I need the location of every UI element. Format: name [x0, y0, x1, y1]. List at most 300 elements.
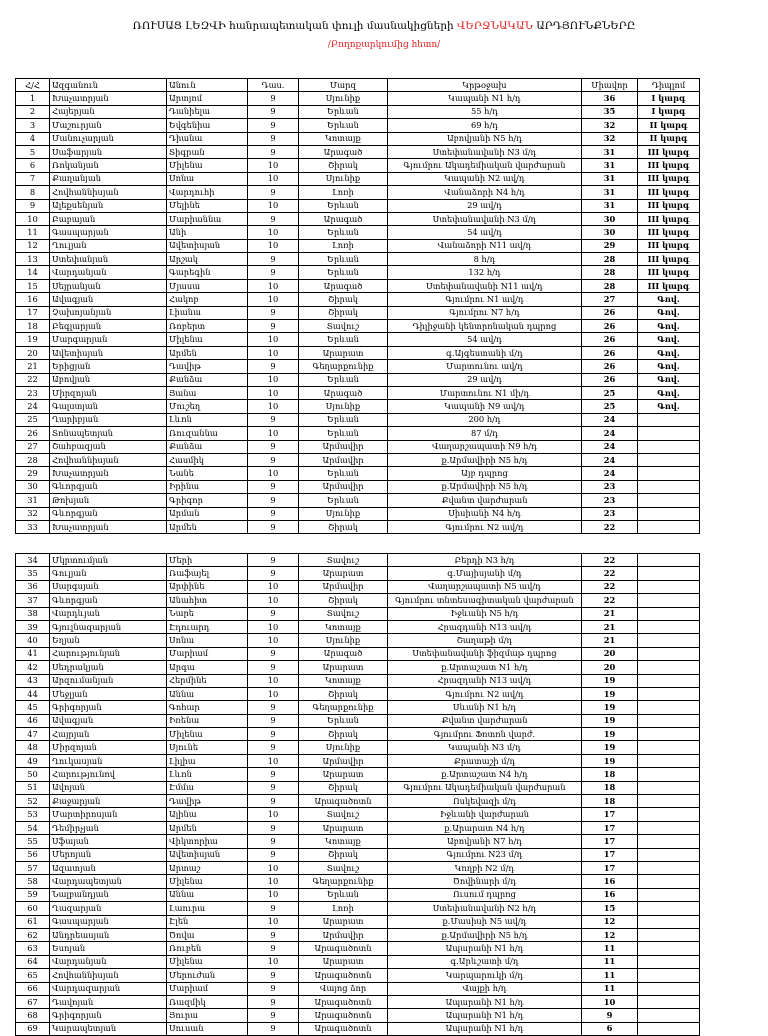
cell-name: Անահիտ [167, 594, 248, 607]
cell-number: 36 [16, 580, 50, 593]
table-row [16, 714, 700, 727]
table-row [16, 226, 700, 239]
cell-number: 58 [16, 875, 50, 888]
cell-name: Նարե [167, 607, 248, 620]
cell-name: Վիկտորիա [167, 835, 248, 848]
cell-region: Արմավիր [299, 754, 388, 767]
cell-name: Արմեն [167, 346, 248, 359]
cell-grade: 10 [248, 955, 299, 968]
cell-score: 36 [582, 92, 638, 105]
cell-surname: Գևորգյան [50, 594, 167, 607]
cell-school: Կապանի N3 մ/դ [388, 741, 582, 754]
cell-grade: 9 [248, 119, 299, 132]
cell-name: Գարեգին [167, 266, 248, 279]
cell-score: 22 [582, 567, 638, 580]
cell-diploma: Գով. [638, 293, 700, 306]
cell-name: Լևոն [167, 413, 248, 426]
cell-name: Դիանա [167, 132, 248, 145]
cell-surname: Մկրտումյան [50, 554, 167, 567]
cell-score: 19 [582, 728, 638, 741]
cell-diploma: Գով. [638, 306, 700, 319]
cell-grade: 9 [248, 942, 299, 955]
table-row [16, 253, 700, 266]
cell-region: Արագածոտն [299, 1022, 388, 1035]
cell-number: 30 [16, 480, 50, 493]
table-row [16, 467, 700, 480]
cell-surname: Հովհաննիսյան [50, 969, 167, 982]
cell-diploma [638, 567, 700, 580]
cell-grade: 9 [248, 821, 299, 834]
cell-number: 64 [16, 955, 50, 968]
cell-number: 43 [16, 674, 50, 687]
cell-grade: 9 [248, 607, 299, 620]
cell-score: 24 [582, 453, 638, 466]
cell-school: Ստեփանավանի ֆիզմաթ դպրոց [388, 647, 582, 660]
cell-grade: 10 [248, 333, 299, 346]
cell-number: 21 [16, 360, 50, 373]
cell-number: 41 [16, 647, 50, 660]
cell-region: Սյունիք [299, 172, 388, 185]
cell-school: Գյումրու տնտեսագիտական վարժարան [388, 594, 582, 607]
cell-name: Դանիելա [167, 105, 248, 118]
cell-surname: Գալստյան [50, 400, 167, 413]
cell-surname: Բաբայան [50, 212, 167, 225]
cell-number: 57 [16, 861, 50, 874]
cell-name: Իրինա [167, 480, 248, 493]
cell-diploma [638, 674, 700, 687]
cell-grade: 9 [248, 661, 299, 674]
cell-number: 50 [16, 768, 50, 781]
table-row [16, 413, 700, 426]
cell-region: Արարատ [299, 661, 388, 674]
cell-score: 17 [582, 861, 638, 874]
table-row [16, 875, 700, 888]
cell-diploma [638, 480, 700, 493]
cell-surname: Վարդապետյան [50, 875, 167, 888]
cell-name: Ավետիսյան [167, 848, 248, 861]
cell-grade: 9 [248, 741, 299, 754]
cell-diploma: Գով. [638, 360, 700, 373]
cell-region: Վայոց ձոր [299, 982, 388, 995]
cell-name: Արտաշ [167, 861, 248, 874]
cell-diploma [638, 701, 700, 714]
cell-school: 69 հ/դ [388, 119, 582, 132]
cell-region: Երևան [299, 373, 388, 386]
cell-surname: Սաֆարյան [50, 145, 167, 158]
cell-school: գ.Այգեստանի մ/դ [388, 346, 582, 359]
table-row [16, 661, 700, 674]
cell-number: 48 [16, 741, 50, 754]
cell-surname: Եղյան [50, 634, 167, 647]
cell-diploma [638, 995, 700, 1008]
cell-school: Բերդի N3 հ/դ [388, 554, 582, 567]
cell-name: Միլենա [167, 955, 248, 968]
cell-grade: 9 [248, 253, 299, 266]
cell-school: Աբովյանի N5 հ/դ [388, 132, 582, 145]
cell-region: Սյունիք [299, 92, 388, 105]
cell-region: Երևան [299, 467, 388, 480]
cell-grade: 10 [248, 467, 299, 480]
cell-diploma: I կարգ [638, 92, 700, 105]
cell-grade: 10 [248, 159, 299, 172]
cell-region: Սյունիք [299, 400, 388, 413]
cell-region: Շիրակ [299, 306, 388, 319]
cell-surname: Հայրյան [50, 728, 167, 741]
cell-score: 32 [582, 119, 638, 132]
cell-school: Այբ դպրոց [388, 467, 582, 480]
cell-number: 23 [16, 386, 50, 399]
cell-region: Լոռի [299, 902, 388, 915]
cell-region: Արագածոտն [299, 969, 388, 982]
cell-diploma [638, 1022, 700, 1035]
cell-grade: 10 [248, 687, 299, 700]
cell-number: 69 [16, 1022, 50, 1035]
cell-score: 26 [582, 333, 638, 346]
cell-name: Մերի [167, 554, 248, 567]
cell-grade: 9 [248, 982, 299, 995]
cell-grade: 10 [248, 239, 299, 252]
cell-grade: 9 [248, 835, 299, 848]
cell-diploma: III կարգ [638, 239, 700, 252]
table-row [16, 507, 700, 520]
cell-grade: 10 [248, 634, 299, 647]
cell-region: Արմավիր [299, 480, 388, 493]
cell-region: Արագածոտն [299, 995, 388, 1008]
cell-name: Ռուբեն [167, 942, 248, 955]
cell-school: Կապանի N9 ավ/դ [388, 400, 582, 413]
cell-school: Ստեփանավանի N2 հ/դ [388, 902, 582, 915]
table-row [16, 701, 700, 714]
cell-region: Երևան [299, 199, 388, 212]
cell-school: 200 հ/դ [388, 413, 582, 426]
cell-name: Մյասա [167, 279, 248, 292]
cell-number: 22 [16, 373, 50, 386]
table-row [16, 293, 700, 306]
table-row [16, 594, 700, 607]
cell-diploma [638, 808, 700, 821]
cell-region: Սյունիք [299, 634, 388, 647]
cell-surname: Սարգսյան [50, 580, 167, 593]
table-row [16, 306, 700, 319]
cell-region: Երևան [299, 888, 388, 901]
table-row [16, 494, 700, 507]
cell-number: 66 [16, 982, 50, 995]
cell-diploma: III կարգ [638, 159, 700, 172]
cell-diploma [638, 969, 700, 982]
cell-name: Արգա [167, 661, 248, 674]
cell-name: Քանձա [167, 373, 248, 386]
cell-school: Մարտունու ավ/դ [388, 360, 582, 373]
cell-score: 20 [582, 647, 638, 660]
cell-number: 47 [16, 728, 50, 741]
cell-score: 23 [582, 507, 638, 520]
table-body-part2 [16, 554, 700, 1036]
cell-name: Արմեն [167, 821, 248, 834]
cell-name: Միլենա [167, 875, 248, 888]
cell-number: 51 [16, 781, 50, 794]
cell-school: գ.Արևշատի մ/դ [388, 955, 582, 968]
table-row [16, 279, 700, 292]
cell-surname: Եսոյան [50, 942, 167, 955]
cell-diploma [638, 413, 700, 426]
cell-number: 32 [16, 507, 50, 520]
cell-surname: Արզումանյան [50, 674, 167, 687]
cell-surname: Մաշուրյան [50, 119, 167, 132]
cell-region: Արարատ [299, 346, 388, 359]
table-row [16, 754, 700, 767]
cell-region: Շիրակ [299, 520, 388, 533]
cell-diploma [638, 440, 700, 453]
cell-diploma [638, 520, 700, 533]
cell-surname: Տոնապետյան [50, 427, 167, 440]
cell-score: 17 [582, 821, 638, 834]
cell-surname: Ալեքսենյան [50, 199, 167, 212]
cell-number: 4 [16, 132, 50, 145]
cell-score: 27 [582, 293, 638, 306]
cell-diploma [638, 781, 700, 794]
cell-number: 5 [16, 145, 50, 158]
cell-number: 20 [16, 346, 50, 359]
cell-grade: 9 [248, 902, 299, 915]
cell-diploma [638, 835, 700, 848]
cell-name: Մելինե [167, 199, 248, 212]
cell-region: Շիրակ [299, 687, 388, 700]
cell-grade: 9 [248, 413, 299, 426]
cell-surname: Գասպարյան [50, 915, 167, 928]
table-row [16, 781, 700, 794]
cell-school: Ուսում դպրոց [388, 888, 582, 901]
cell-name: Արման [167, 507, 248, 520]
cell-diploma [638, 955, 700, 968]
cell-school: Ծովինարի մ/դ [388, 875, 582, 888]
cell-surname: Սեդրակյան [50, 661, 167, 674]
cell-grade: 10 [248, 594, 299, 607]
cell-grade: 10 [248, 861, 299, 874]
cell-name: Արփինե [167, 580, 248, 593]
cell-region: Երևան [299, 253, 388, 266]
cell-surname: Մերոյան [50, 848, 167, 861]
cell-diploma [638, 915, 700, 928]
table-row [16, 453, 700, 466]
table-row [16, 346, 700, 359]
cell-name: Էդուարդ [167, 620, 248, 633]
table-row [16, 320, 700, 333]
cell-name: Մարիաննա [167, 212, 248, 225]
table-row [16, 902, 700, 915]
cell-surname: Հայերյան [50, 105, 167, 118]
cell-diploma [638, 494, 700, 507]
cell-grade: 9 [248, 507, 299, 520]
cell-region: Արմավիր [299, 453, 388, 466]
document-title [0, 20, 768, 32]
cell-name: Ռազմիկ [167, 995, 248, 1008]
cell-score: 24 [582, 413, 638, 426]
cell-surname: Ղազարյան [50, 902, 167, 915]
cell-surname: Խաչատրյան [50, 467, 167, 480]
cell-name: Աննա [167, 888, 248, 901]
cell-score: 16 [582, 875, 638, 888]
cell-school: Գյումրու N23 մ/դ [388, 848, 582, 861]
cell-score: 21 [582, 607, 638, 620]
cell-region: Տավուշ [299, 808, 388, 821]
cell-number: 15 [16, 279, 50, 292]
cell-score: 19 [582, 674, 638, 687]
cell-diploma [638, 1009, 700, 1022]
cell-school: Ոսկեվազի մ/դ [388, 795, 582, 808]
cell-grade: 10 [248, 875, 299, 888]
table-row [16, 647, 700, 660]
cell-number: 19 [16, 333, 50, 346]
cell-school: Կապանի N1 հ/դ [388, 92, 582, 105]
cell-diploma [638, 714, 700, 727]
cell-score: 19 [582, 754, 638, 767]
col-header-grade: Դաս. [248, 79, 299, 92]
cell-region: Տավուշ [299, 607, 388, 620]
cell-region: Գեղարքունիք [299, 360, 388, 373]
col-header-number: Հ/Հ [16, 79, 50, 92]
cell-score: 30 [582, 226, 638, 239]
cell-score: 22 [582, 554, 638, 567]
cell-school: Վանաձորի N4 հ/դ [388, 186, 582, 199]
cell-name: Մերուժան [167, 969, 248, 982]
cell-name: Իռենա [167, 714, 248, 727]
cell-diploma: III կարգ [638, 212, 700, 225]
cell-region: Արագածոտն [299, 1009, 388, 1022]
cell-name: Հերմինե [167, 674, 248, 687]
cell-name: Միլենա [167, 728, 248, 741]
cell-number: 40 [16, 634, 50, 647]
cell-score: 19 [582, 701, 638, 714]
cell-region: Երևան [299, 413, 388, 426]
cell-number: 6 [16, 159, 50, 172]
cell-name: Աննա [167, 687, 248, 700]
cell-surname: Գասպարյան [50, 226, 167, 239]
cell-diploma [638, 928, 700, 941]
cell-region: Տավուշ [299, 320, 388, 333]
cell-school: Սիսիանի N4 հ/դ [388, 507, 582, 520]
table-row [16, 159, 700, 172]
cell-surname: Խաչատրյան [50, 520, 167, 533]
cell-score: 17 [582, 808, 638, 821]
cell-score: 12 [582, 915, 638, 928]
cell-region: Սյունիք [299, 507, 388, 520]
cell-score: 24 [582, 467, 638, 480]
table-row [16, 835, 700, 848]
table-row [16, 915, 700, 928]
cell-number: 14 [16, 266, 50, 279]
results-table-part1 [15, 78, 700, 534]
cell-diploma: Գով. [638, 386, 700, 399]
cell-region: Արագած [299, 279, 388, 292]
table-body-part1 [16, 92, 700, 534]
cell-grade: 9 [248, 92, 299, 105]
cell-region: Արագած [299, 386, 388, 399]
cell-region: Արարատ [299, 768, 388, 781]
cell-surname: Ղուլյան [50, 239, 167, 252]
cell-diploma [638, 453, 700, 466]
cell-grade: 9 [248, 266, 299, 279]
cell-grade: 9 [248, 647, 299, 660]
cell-school: Գյումրու N2 ավ/դ [388, 687, 582, 700]
cell-surname: Գևորգյան [50, 507, 167, 520]
cell-number: 8 [16, 186, 50, 199]
cell-grade: 9 [248, 554, 299, 567]
results-table-part2 [15, 553, 700, 1036]
table-row [16, 768, 700, 781]
table-row [16, 620, 700, 633]
cell-region: Շիրակ [299, 848, 388, 861]
table-row [16, 105, 700, 118]
cell-score: 11 [582, 955, 638, 968]
cell-region: Կոտայք [299, 674, 388, 687]
col-header-surname: Ազգանուն [50, 79, 167, 92]
cell-diploma: III կարգ [638, 172, 700, 185]
cell-diploma [638, 634, 700, 647]
table-row [16, 172, 700, 185]
table-row [16, 888, 700, 901]
cell-grade: 10 [248, 346, 299, 359]
table-row [16, 567, 700, 580]
cell-score: 31 [582, 172, 638, 185]
table-header-row [16, 79, 700, 92]
cell-surname: Ղուկասյան [50, 754, 167, 767]
cell-number: 65 [16, 969, 50, 982]
cell-region: Կոտայք [299, 132, 388, 145]
cell-name: Արշակ [167, 253, 248, 266]
cell-grade: 9 [248, 768, 299, 781]
cell-surname: Հովհաննիսյան [50, 453, 167, 466]
cell-name: Միլենա [167, 333, 248, 346]
cell-number: 55 [16, 835, 50, 848]
cell-surname: Սեյրանյան [50, 279, 167, 292]
table-row [16, 687, 700, 700]
cell-surname: Ազատյան [50, 861, 167, 874]
cell-number: 3 [16, 119, 50, 132]
cell-name: Մարիամ [167, 982, 248, 995]
cell-diploma [638, 902, 700, 915]
cell-grade: 10 [248, 580, 299, 593]
cell-score: 28 [582, 253, 638, 266]
cell-diploma: Գով. [638, 333, 700, 346]
table-row [16, 186, 700, 199]
cell-school: Քրատաշի մ/դ [388, 754, 582, 767]
cell-grade: 9 [248, 567, 299, 580]
cell-surname: Ավոյան [50, 781, 167, 794]
cell-diploma [638, 754, 700, 767]
cell-diploma [638, 741, 700, 754]
cell-grade: 9 [248, 701, 299, 714]
cell-grade: 10 [248, 754, 299, 767]
cell-name: Մուշեղ [167, 400, 248, 413]
cell-grade: 9 [248, 480, 299, 493]
cell-school: Ապարանի N1 հ/դ [388, 1022, 582, 1035]
cell-school: 54 ավ/դ [388, 226, 582, 239]
title-prefix: ՌՈՒՍԱՑ ԼԵԶՎԻ հանրապետական փուլի մասնակիցների [132, 20, 454, 32]
cell-school: Ստեփանավանի N3 մ/դ [388, 212, 582, 225]
cell-region: Արարատ [299, 915, 388, 928]
cell-region: Շիրակ [299, 293, 388, 306]
cell-diploma [638, 848, 700, 861]
cell-name: Դավիթ [167, 360, 248, 373]
cell-school: 132 հ/դ [388, 266, 582, 279]
cell-score: 31 [582, 199, 638, 212]
cell-diploma [638, 594, 700, 607]
cell-school: Գյումրու N7 հ/դ [388, 306, 582, 319]
cell-grade: 9 [248, 186, 299, 199]
cell-surname: Կարապետյան [50, 1022, 167, 1035]
cell-score: 23 [582, 480, 638, 493]
cell-surname: Գրիգորյան [50, 701, 167, 714]
